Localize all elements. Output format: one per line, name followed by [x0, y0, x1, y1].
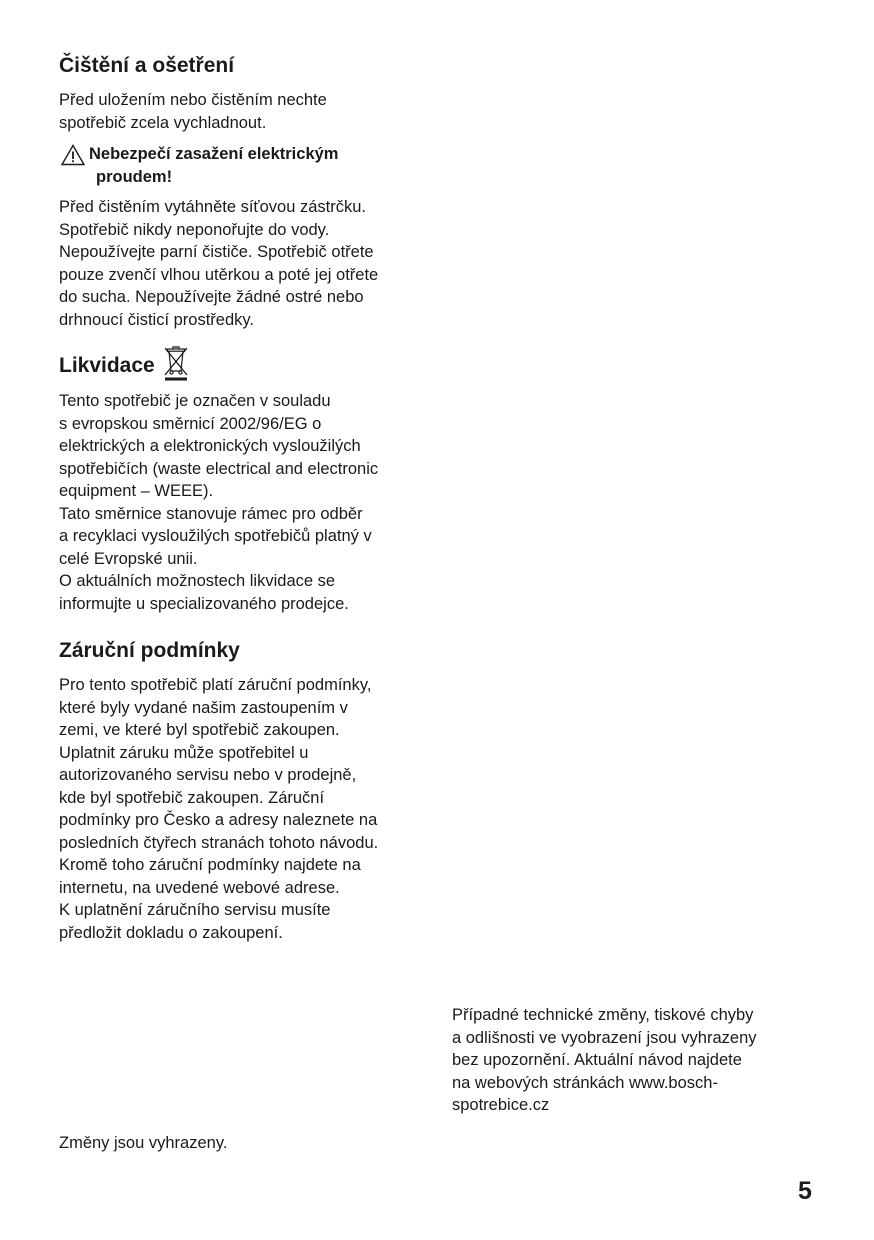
notice-column [452, 1004, 812, 1117]
cleaning-section [59, 52, 439, 331]
disposal-heading-row [59, 351, 439, 381]
warranty-section [59, 637, 439, 944]
warning-triangle-icon [61, 144, 85, 166]
warning-text-line1: Nebezpečí zasažení elektrickým [89, 145, 339, 163]
cleaning-heading: Čištění a ošetření [59, 54, 235, 77]
warranty-body: Pro tento spotřebič platí záruční podmínky, které byly vydané našim zastoupením v zemi, ve které byl spotřebič zakoupen. Uplatnit záruku může spotřebitel u autorizovaného servisu nebo v prodejně, kde byl spotřebič zakoupen. Záruční podmínky pro Česko a adresy naleznete na posledních čtyřech stranách tohoto návodu. Kromě toho záruční podmínky najdete na internetu, na uvedené webové adrese. K uplatnění záručního servisu musíte předložit dokladu o zakoupení. [59, 676, 379, 942]
footer [59, 1132, 227, 1155]
changes-notice: Případné technické změny, tiskové chyby a odlišnosti ve vyobrazení jsou vyhrazeny bez upozornění. Aktuální návod najdete na webových stránkách www.bosch- spotrebice.cz [452, 1006, 757, 1114]
warranty-heading: Záruční podmínky [59, 639, 240, 662]
disposal-heading: Likvidace [59, 354, 155, 377]
main-column [59, 52, 439, 944]
disposal-section [59, 351, 439, 615]
footer-text: Změny jsou vyhrazeny. [59, 1134, 228, 1152]
disposal-body: Tento spotřebič je označen v souladu s evropskou směrnicí 2002/96/EG o elektrických a elektronických vysloužilých spotřebičích (waste electrical and electronic equipment – WEEE). Tato směrnice stanovuje rámec pro odběr a recyklaci vysloužilých spotřebičů platný v celé Evropské unii. O aktuálních možnostech likvidace se informujte u specializovaného prodejce. [59, 392, 379, 613]
cleaning-intro: Před uložením nebo čistěním nechte spotřebič zcela vychladnout. [59, 91, 327, 132]
electric-shock-warning [59, 143, 439, 188]
page-number: 5 [798, 1177, 812, 1205]
crossed-out-bin-icon [163, 345, 189, 381]
warning-text-line2: proudem! [96, 167, 173, 186]
cleaning-body: Před čistěním vytáhněte síťovou zástrčku. Spotřebič nikdy neponořujte do vody. Nepoužívejte parní čističe. Spotřebič otřete pouze zvenčí vlhou utěrkou a poté jej otřete do sucha. Nepoužívejte žádné ostré nebo drhnoucí čisticí prostředky. [59, 198, 379, 329]
